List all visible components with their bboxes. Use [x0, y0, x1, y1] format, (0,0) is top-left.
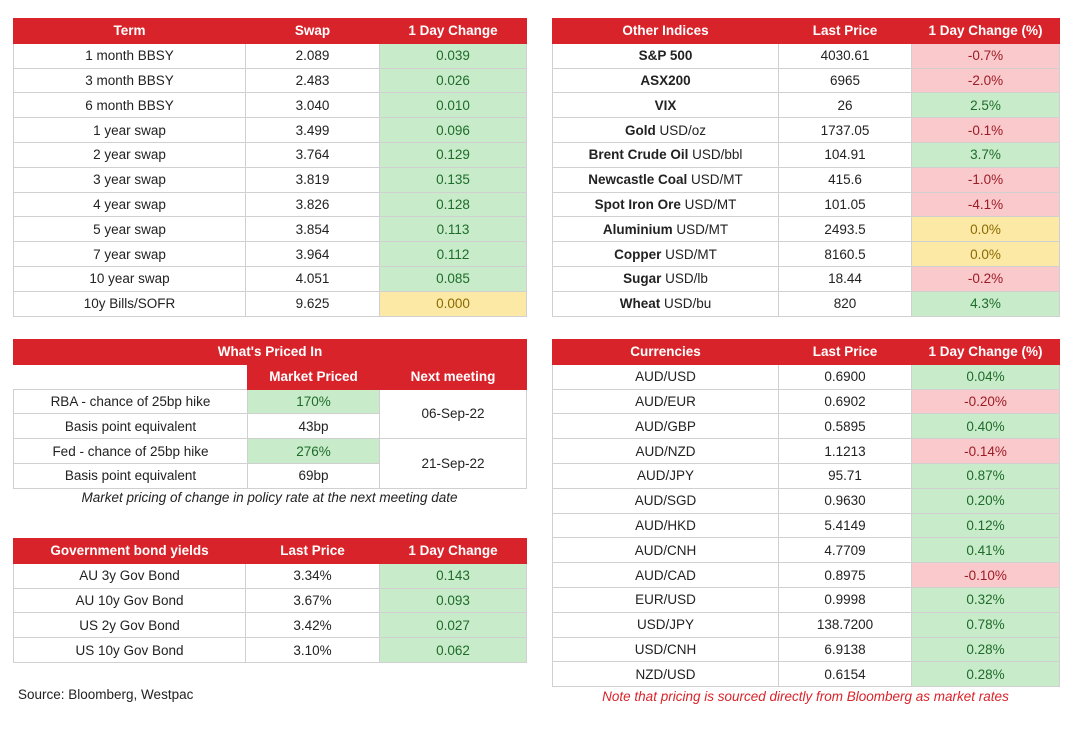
- currency-change: 0.20%: [912, 488, 1060, 513]
- bond-change: 0.093: [380, 588, 527, 613]
- index-name-cell: [553, 68, 779, 93]
- currency-row: [553, 488, 1060, 513]
- swap-row: [14, 266, 527, 291]
- swap-rate: 3.764: [246, 142, 380, 167]
- currency-table-body: [553, 364, 1060, 686]
- index-name: Sugar: [623, 271, 662, 287]
- index-row: [553, 266, 1060, 291]
- index-change: 4.3%: [912, 291, 1060, 316]
- index-unit: USD/bu: [663, 296, 712, 312]
- index-name: VIX: [654, 97, 677, 113]
- indices-table-body: [553, 43, 1060, 316]
- swap-rate: 2.089: [246, 43, 380, 68]
- swap-rate: 3.040: [246, 93, 380, 118]
- swap-term: 10y Bills/SOFR: [14, 291, 246, 316]
- bond-table: [13, 538, 527, 663]
- index-name: Newcastle Coal: [588, 172, 688, 188]
- currency-change: 0.28%: [912, 637, 1060, 662]
- swap-change: 0.113: [380, 217, 527, 242]
- bond-name: AU 10y Gov Bond: [14, 588, 246, 613]
- index-name: Copper: [614, 246, 662, 262]
- index-name: Aluminium: [602, 221, 673, 237]
- index-name-cell: [553, 167, 779, 192]
- currency-pair: AUD/CNH: [553, 538, 779, 563]
- fed-meeting-date: 21-Sep-22: [380, 439, 527, 489]
- swap-rate: 3.819: [246, 167, 380, 192]
- swap-row: [14, 192, 527, 217]
- fed-bp-value: 69bp: [248, 463, 380, 488]
- currency-change: -0.20%: [912, 389, 1060, 414]
- index-row: [553, 68, 1060, 93]
- currency-pair: AUD/GBP: [553, 414, 779, 439]
- priced-in-title: What's Priced In: [14, 340, 527, 365]
- swap-row: [14, 93, 527, 118]
- index-change: -0.1%: [912, 118, 1060, 143]
- swap-rate: 3.854: [246, 217, 380, 242]
- swap-rate: 3.964: [246, 242, 380, 267]
- currency-row: [553, 662, 1060, 687]
- index-price: 820: [779, 291, 912, 316]
- index-change: 2.5%: [912, 93, 1060, 118]
- currency-row: [553, 563, 1060, 588]
- index-row: [553, 217, 1060, 242]
- currency-price: 138.7200: [779, 612, 912, 637]
- rba-hike-label: RBA - chance of 25bp hike: [14, 389, 248, 414]
- priced-in-header-meeting: Next meeting: [380, 364, 527, 389]
- index-change: 0.0%: [912, 242, 1060, 267]
- priced-in-caption: Market pricing of change in policy rate at the next meeting date: [81, 490, 458, 505]
- index-name-cell: [553, 43, 779, 68]
- index-name-cell: [553, 142, 779, 167]
- currency-price: 0.9998: [779, 587, 912, 612]
- currency-pair: EUR/USD: [553, 587, 779, 612]
- bond-table-body: [14, 563, 527, 662]
- index-name: ASX200: [640, 72, 691, 88]
- index-name-cell: [553, 266, 779, 291]
- index-price: 18.44: [779, 266, 912, 291]
- indices-header-change: 1 Day Change (%): [912, 19, 1060, 44]
- currency-row: [553, 612, 1060, 637]
- swap-change: 0.112: [380, 242, 527, 267]
- bond-row: [14, 613, 527, 638]
- index-unit: USD/MT: [684, 196, 737, 212]
- swap-rate: 3.826: [246, 192, 380, 217]
- index-name-cell: [553, 93, 779, 118]
- swap-row: [14, 68, 527, 93]
- index-unit: USD/MT: [676, 221, 729, 237]
- currency-pair: AUD/EUR: [553, 389, 779, 414]
- swap-row: [14, 242, 527, 267]
- rba-meeting-date: 06-Sep-22: [380, 389, 527, 439]
- currency-row: [553, 389, 1060, 414]
- currency-change: 0.41%: [912, 538, 1060, 563]
- currency-pair: AUD/HKD: [553, 513, 779, 538]
- currency-change: 0.32%: [912, 587, 1060, 612]
- swap-row: [14, 167, 527, 192]
- swap-term: 6 month BBSY: [14, 93, 246, 118]
- index-row: [553, 167, 1060, 192]
- index-unit: USD/oz: [659, 122, 707, 138]
- bond-row: [14, 638, 527, 663]
- bond-header-price: Last Price: [246, 539, 380, 564]
- currency-pair: USD/CNH: [553, 637, 779, 662]
- currency-row: [553, 364, 1060, 389]
- index-change: -1.0%: [912, 167, 1060, 192]
- swap-term: 3 month BBSY: [14, 68, 246, 93]
- swap-change: 0.039: [380, 43, 527, 68]
- swap-rate: 9.625: [246, 291, 380, 316]
- index-price: 1737.05: [779, 118, 912, 143]
- bond-change: 0.062: [380, 638, 527, 663]
- bond-price: 3.10%: [246, 638, 380, 663]
- index-change: 0.0%: [912, 217, 1060, 242]
- rba-bp-label: Basis point equivalent: [14, 414, 248, 439]
- currency-pair: AUD/USD: [553, 364, 779, 389]
- indices-header-name: Other Indices: [553, 19, 779, 44]
- swap-change: 0.128: [380, 192, 527, 217]
- index-change: 3.7%: [912, 142, 1060, 167]
- bond-name: US 2y Gov Bond: [14, 613, 246, 638]
- swap-change: 0.085: [380, 266, 527, 291]
- index-unit: USD/MT: [665, 246, 717, 262]
- index-name: Wheat: [619, 296, 661, 312]
- rba-bp-value: 43bp: [248, 414, 380, 439]
- index-price: 2493.5: [779, 217, 912, 242]
- swap-change: 0.135: [380, 167, 527, 192]
- currency-row: [553, 587, 1060, 612]
- bond-row: [14, 588, 527, 613]
- index-row: [553, 43, 1060, 68]
- index-change: -4.1%: [912, 192, 1060, 217]
- bond-change: 0.143: [380, 563, 527, 588]
- bond-header-name: Government bond yields: [14, 539, 246, 564]
- index-row: [553, 142, 1060, 167]
- currency-price: 0.6902: [779, 389, 912, 414]
- currency-price: 0.5895: [779, 414, 912, 439]
- currency-price: 6.9138: [779, 637, 912, 662]
- swap-rate: 3.499: [246, 118, 380, 143]
- swap-header-term: Term: [14, 19, 246, 44]
- currency-pair: USD/JPY: [553, 612, 779, 637]
- currency-row: [553, 513, 1060, 538]
- priced-in-header-market: Market Priced: [248, 364, 380, 389]
- priced-in-fed-row: [14, 439, 527, 464]
- priced-in-blank-cell: [14, 364, 248, 389]
- swap-term: 1 month BBSY: [14, 43, 246, 68]
- indices-table-header: [553, 19, 1060, 44]
- index-row: [553, 242, 1060, 267]
- bond-price: 3.67%: [246, 588, 380, 613]
- currency-pair: NZD/USD: [553, 662, 779, 687]
- currency-change: 0.12%: [912, 513, 1060, 538]
- rba-hike-value: 170%: [248, 389, 380, 414]
- swap-row: [14, 142, 527, 167]
- index-price: 415.6: [779, 167, 912, 192]
- index-price: 101.05: [779, 192, 912, 217]
- currency-change: 0.78%: [912, 612, 1060, 637]
- index-change: -0.2%: [912, 266, 1060, 291]
- currency-change: 0.87%: [912, 463, 1060, 488]
- index-name-cell: [553, 242, 779, 267]
- currency-header-change: 1 Day Change (%): [912, 340, 1060, 365]
- index-change: -0.7%: [912, 43, 1060, 68]
- bond-header-change: 1 Day Change: [380, 539, 527, 564]
- currency-row: [553, 414, 1060, 439]
- currency-price: 95.71: [779, 463, 912, 488]
- index-price: 8160.5: [779, 242, 912, 267]
- bond-price: 3.42%: [246, 613, 380, 638]
- index-name-cell: [553, 118, 779, 143]
- source-text: Source: Bloomberg, Westpac: [18, 687, 194, 702]
- index-row: [553, 93, 1060, 118]
- index-row: [553, 291, 1060, 316]
- currency-pair: AUD/JPY: [553, 463, 779, 488]
- currency-price: 5.4149: [779, 513, 912, 538]
- swap-term: 1 year swap: [14, 118, 246, 143]
- swap-header-change: 1 Day Change: [380, 19, 527, 44]
- index-price: 4030.61: [779, 43, 912, 68]
- swap-row: [14, 43, 527, 68]
- currency-row: [553, 439, 1060, 464]
- currency-change: 0.04%: [912, 364, 1060, 389]
- index-name: Gold: [624, 122, 656, 138]
- bond-change: 0.027: [380, 613, 527, 638]
- swap-table: [13, 18, 527, 317]
- currency-pair: AUD/CAD: [553, 563, 779, 588]
- swap-term: 5 year swap: [14, 217, 246, 242]
- swap-table-body: [14, 43, 527, 316]
- index-name-cell: [553, 217, 779, 242]
- indices-header-price: Last Price: [779, 19, 912, 44]
- swap-term: 4 year swap: [14, 192, 246, 217]
- swap-term: 3 year swap: [14, 167, 246, 192]
- currency-change: 0.28%: [912, 662, 1060, 687]
- bond-name: US 10y Gov Bond: [14, 638, 246, 663]
- currency-header-name: Currencies: [553, 340, 779, 365]
- swap-row: [14, 291, 527, 316]
- swap-row: [14, 118, 527, 143]
- swap-rate: 2.483: [246, 68, 380, 93]
- swap-term: 2 year swap: [14, 142, 246, 167]
- index-price: 26: [779, 93, 912, 118]
- currency-price: 0.6154: [779, 662, 912, 687]
- swap-change: 0.096: [380, 118, 527, 143]
- index-name: Spot Iron Ore: [594, 196, 681, 212]
- swap-header-swap: Swap: [246, 19, 380, 44]
- index-name: Brent Crude Oil: [588, 147, 689, 163]
- currency-price: 1.1213: [779, 439, 912, 464]
- swap-table-header: [14, 19, 527, 44]
- swap-term: 7 year swap: [14, 242, 246, 267]
- priced-in-table: [13, 339, 527, 489]
- currency-pair: AUD/NZD: [553, 439, 779, 464]
- swap-change: 0.129: [380, 142, 527, 167]
- currency-price: 0.8975: [779, 563, 912, 588]
- swap-term: 10 year swap: [14, 266, 246, 291]
- bond-price: 3.34%: [246, 563, 380, 588]
- fed-bp-label: Basis point equivalent: [14, 463, 248, 488]
- fed-hike-label: Fed - chance of 25bp hike: [14, 439, 248, 464]
- index-row: [553, 192, 1060, 217]
- index-change: -2.0%: [912, 68, 1060, 93]
- swap-change: 0.010: [380, 93, 527, 118]
- currency-row: [553, 538, 1060, 563]
- swap-change: 0.026: [380, 68, 527, 93]
- currency-price: 4.7709: [779, 538, 912, 563]
- currency-change: -0.10%: [912, 563, 1060, 588]
- bond-row: [14, 563, 527, 588]
- currency-table-header: [553, 340, 1060, 365]
- currency-change: -0.14%: [912, 439, 1060, 464]
- index-name-cell: [553, 192, 779, 217]
- currency-change: 0.40%: [912, 414, 1060, 439]
- currency-price: 0.9630: [779, 488, 912, 513]
- index-row: [553, 118, 1060, 143]
- swap-change: 0.000: [380, 291, 527, 316]
- swap-row: [14, 217, 527, 242]
- currency-pair: AUD/SGD: [553, 488, 779, 513]
- fed-hike-value: 276%: [248, 439, 380, 464]
- index-unit: USD/bbl: [692, 147, 743, 163]
- index-price: 104.91: [779, 142, 912, 167]
- priced-in-rba-row: [14, 389, 527, 414]
- index-unit: USD/MT: [691, 172, 743, 188]
- currency-price: 0.6900: [779, 364, 912, 389]
- currency-row: [553, 463, 1060, 488]
- bond-table-header: [14, 539, 527, 564]
- index-name: S&P 500: [638, 48, 693, 64]
- index-price: 6965: [779, 68, 912, 93]
- index-name-cell: [553, 291, 779, 316]
- swap-rate: 4.051: [246, 266, 380, 291]
- pricing-note: Note that pricing is sourced directly from Bloomberg as market rates: [602, 689, 1009, 704]
- currency-row: [553, 637, 1060, 662]
- bond-name: AU 3y Gov Bond: [14, 563, 246, 588]
- index-unit: USD/lb: [665, 271, 708, 287]
- indices-table: [552, 18, 1060, 317]
- currency-header-price: Last Price: [779, 340, 912, 365]
- currency-table: [552, 339, 1060, 687]
